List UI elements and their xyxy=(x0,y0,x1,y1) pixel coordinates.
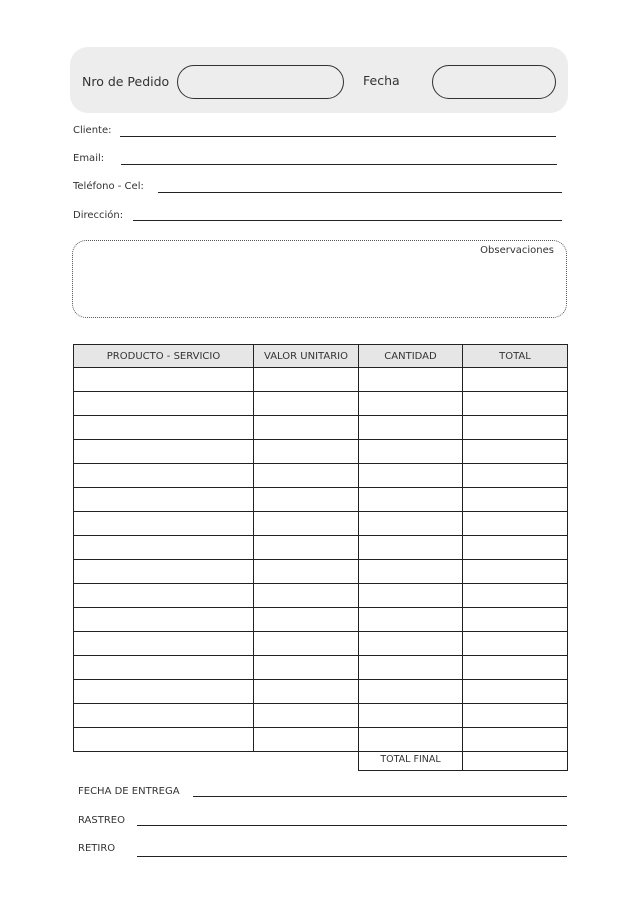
column-header-total: TOTAL xyxy=(463,345,568,368)
unit-price-cell[interactable] xyxy=(254,656,359,680)
unit-price-cell[interactable] xyxy=(254,560,359,584)
table-row xyxy=(74,560,568,584)
total-cell[interactable] xyxy=(463,608,568,632)
observations-label: Observaciones xyxy=(480,245,554,256)
total-cell[interactable] xyxy=(463,392,568,416)
unit-price-cell[interactable] xyxy=(254,392,359,416)
quantity-cell[interactable] xyxy=(359,368,463,392)
unit-price-cell[interactable] xyxy=(254,440,359,464)
unit-price-cell[interactable] xyxy=(254,416,359,440)
table-row xyxy=(74,656,568,680)
total-cell[interactable] xyxy=(463,464,568,488)
total-cell[interactable] xyxy=(463,728,568,752)
order-number-field[interactable] xyxy=(177,65,344,99)
unit-price-cell[interactable] xyxy=(254,536,359,560)
observations-box[interactable] xyxy=(72,240,567,318)
product-cell[interactable] xyxy=(74,560,254,584)
product-cell[interactable] xyxy=(74,416,254,440)
date-label: Fecha xyxy=(363,73,400,88)
column-header-quantity: CANTIDAD xyxy=(359,345,463,368)
product-cell[interactable] xyxy=(74,464,254,488)
quantity-cell[interactable] xyxy=(359,656,463,680)
tracking-field[interactable] xyxy=(137,825,567,826)
quantity-cell[interactable] xyxy=(359,512,463,536)
unit-price-cell[interactable] xyxy=(254,704,359,728)
table-row xyxy=(74,608,568,632)
total-final-value[interactable] xyxy=(463,749,568,771)
unit-price-cell[interactable] xyxy=(254,632,359,656)
product-cell[interactable] xyxy=(74,440,254,464)
total-cell[interactable] xyxy=(463,656,568,680)
product-cell[interactable] xyxy=(74,728,254,752)
unit-price-cell[interactable] xyxy=(254,488,359,512)
table-row xyxy=(74,464,568,488)
total-final-row xyxy=(358,749,568,771)
unit-price-cell[interactable] xyxy=(254,368,359,392)
table-row xyxy=(74,680,568,704)
table-row xyxy=(74,536,568,560)
table-row xyxy=(74,584,568,608)
product-cell[interactable] xyxy=(74,392,254,416)
total-cell[interactable] xyxy=(463,560,568,584)
tracking-label: RASTREO xyxy=(78,815,125,826)
pickup-label: RETIRO xyxy=(78,843,116,854)
phone-field[interactable] xyxy=(158,192,562,193)
unit-price-cell[interactable] xyxy=(254,464,359,488)
email-field[interactable] xyxy=(121,164,557,165)
total-cell[interactable] xyxy=(463,704,568,728)
product-cell[interactable] xyxy=(74,512,254,536)
total-cell[interactable] xyxy=(463,632,568,656)
quantity-cell[interactable] xyxy=(359,608,463,632)
table-row xyxy=(74,392,568,416)
quantity-cell[interactable] xyxy=(359,704,463,728)
unit-price-cell[interactable] xyxy=(254,584,359,608)
total-cell[interactable] xyxy=(463,680,568,704)
quantity-cell[interactable] xyxy=(359,728,463,752)
unit-price-cell[interactable] xyxy=(254,512,359,536)
quantity-cell[interactable] xyxy=(359,632,463,656)
unit-price-cell[interactable] xyxy=(254,680,359,704)
date-field[interactable] xyxy=(432,65,556,99)
table-row xyxy=(74,704,568,728)
total-cell[interactable] xyxy=(463,488,568,512)
quantity-cell[interactable] xyxy=(359,416,463,440)
product-cell[interactable] xyxy=(74,368,254,392)
total-cell[interactable] xyxy=(463,368,568,392)
table-row xyxy=(74,728,568,752)
product-cell[interactable] xyxy=(74,608,254,632)
total-cell[interactable] xyxy=(463,536,568,560)
quantity-cell[interactable] xyxy=(359,536,463,560)
address-label: Dirección: xyxy=(73,210,124,221)
table-row xyxy=(74,440,568,464)
unit-price-cell[interactable] xyxy=(254,728,359,752)
product-cell[interactable] xyxy=(74,632,254,656)
total-cell[interactable] xyxy=(463,416,568,440)
column-header-product: PRODUCTO - SERVICIO xyxy=(74,345,254,368)
quantity-cell[interactable] xyxy=(359,488,463,512)
client-field[interactable] xyxy=(120,136,556,137)
product-cell[interactable] xyxy=(74,704,254,728)
total-cell[interactable] xyxy=(463,440,568,464)
table-row xyxy=(74,488,568,512)
items-table xyxy=(73,344,568,752)
phone-label: Teléfono - Cel: xyxy=(73,181,144,192)
unit-price-cell[interactable] xyxy=(254,608,359,632)
table-row xyxy=(74,632,568,656)
quantity-cell[interactable] xyxy=(359,560,463,584)
table-header-row xyxy=(74,345,568,368)
table-row xyxy=(74,416,568,440)
product-cell[interactable] xyxy=(74,584,254,608)
email-label: Email: xyxy=(73,153,105,164)
table-row xyxy=(74,512,568,536)
pickup-field[interactable] xyxy=(137,856,567,857)
address-field[interactable] xyxy=(133,220,562,221)
quantity-cell[interactable] xyxy=(359,440,463,464)
quantity-cell[interactable] xyxy=(359,680,463,704)
client-label: Cliente: xyxy=(73,125,112,136)
total-cell[interactable] xyxy=(463,512,568,536)
product-cell[interactable] xyxy=(74,656,254,680)
product-cell[interactable] xyxy=(74,488,254,512)
total-final-label: TOTAL FINAL xyxy=(358,749,463,771)
table-row xyxy=(74,368,568,392)
quantity-cell[interactable] xyxy=(359,584,463,608)
quantity-cell[interactable] xyxy=(359,464,463,488)
quantity-cell[interactable] xyxy=(359,392,463,416)
order-number-label: Nro de Pedido xyxy=(82,74,170,89)
product-cell[interactable] xyxy=(74,536,254,560)
delivery-date-field[interactable] xyxy=(193,796,567,797)
delivery-date-label: FECHA DE ENTREGA xyxy=(78,786,180,797)
product-cell[interactable] xyxy=(74,680,254,704)
total-cell[interactable] xyxy=(463,584,568,608)
column-header-unit-price: VALOR UNITARIO xyxy=(254,345,359,368)
